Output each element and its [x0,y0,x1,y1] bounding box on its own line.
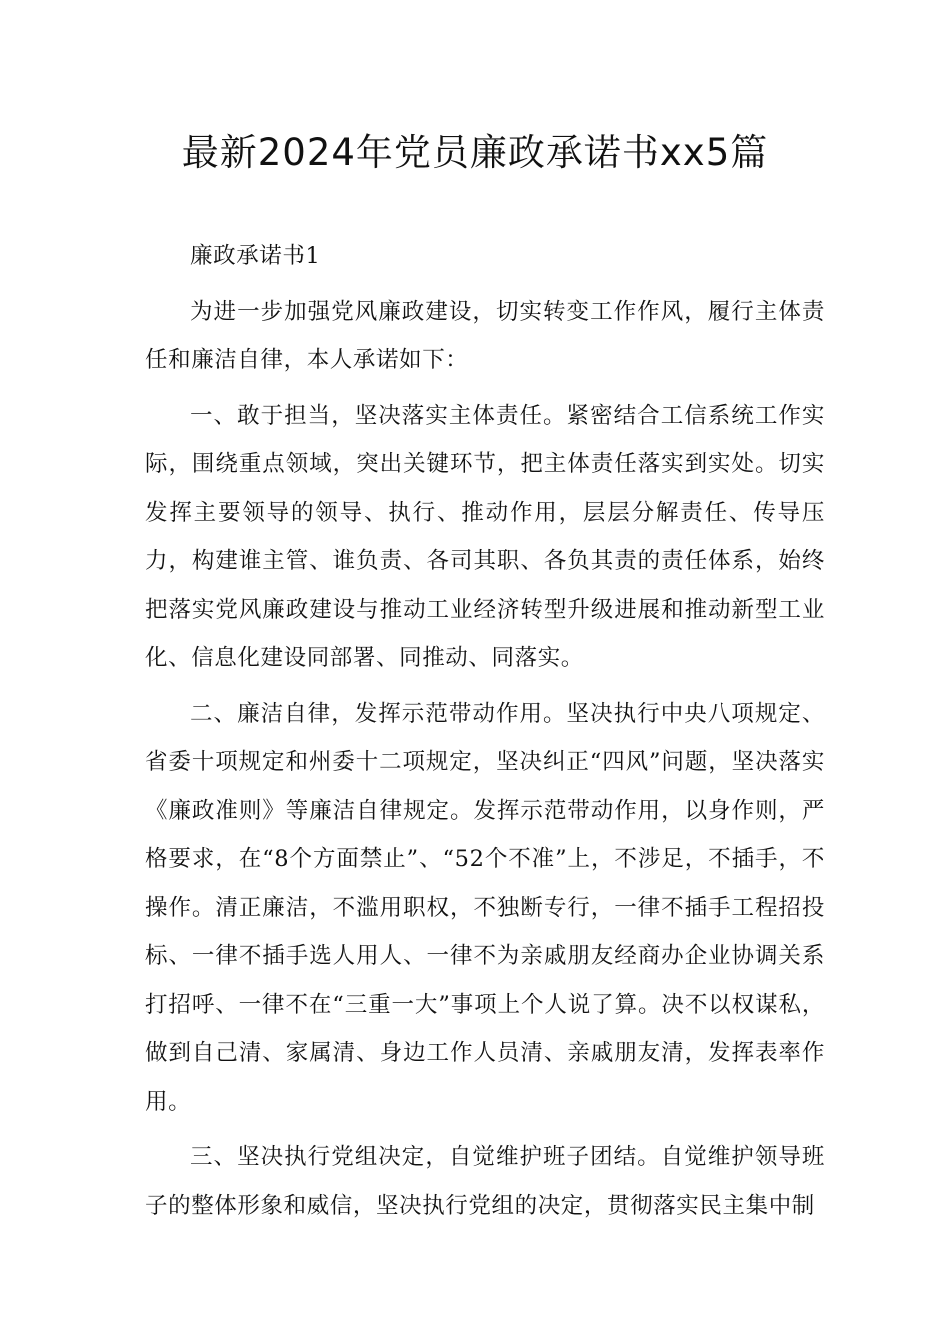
document-title: 最新2024年党员廉政承诺书xx5篇 [181,131,769,174]
paragraph-item-3: 三、坚决执行党组决定，自觉维护班子团结。自觉维护领导班子的整体形象和威信，坚决执行党组的决定，贯彻落实民主集中制 [145,1144,825,1219]
document-body [145,232,825,1237]
paragraph-item-2: 二、廉洁自律，发挥示范带动作用。坚决执行中央八项规定、省委十项规定和州委十二项规定，坚决纠正“四风”问题，坚决落实《廉政准则》等廉洁自律规定。发挥示范带动作用，以身作则，严格要求，在“8个方面禁止”、“52个不准”上，不涉足，不插手，不操作。清正廉洁，不滥用职权，不独断专行，一律不插手工程招投标、一律不插手选人用人、一律不为亲戚朋友经商办企业协调关系打招呼、一律不在“三重一大”事项上个人说了算。决不以权谋私，做到自己清、家属清、身边工作人员清、亲戚朋友清，发挥表率作用。 [145,700,825,1115]
paragraph-item-1: 一、敢于担当，坚决落实主体责任。紧密结合工信系统工作实际，围绕重点领域，突出关键环节，把主体责任落实到实处。切实发挥主要领导的领导、执行、推动作用，层层分解责任、传导压力，构建谁主管、谁负责、各司其职、各负其责的责任体系，始终把落实党风廉政建设与推动工业经济转型升级进展和推动新型工业化、信息化建设同部署、同推动、同落实。 [145,402,825,671]
section-heading: 廉政承诺书1 [190,243,321,269]
paragraph-intro: 为进一步加强党风廉政建设，切实转变工作作风，履行主体责任和廉洁自律，本人承诺如下： [145,298,825,373]
